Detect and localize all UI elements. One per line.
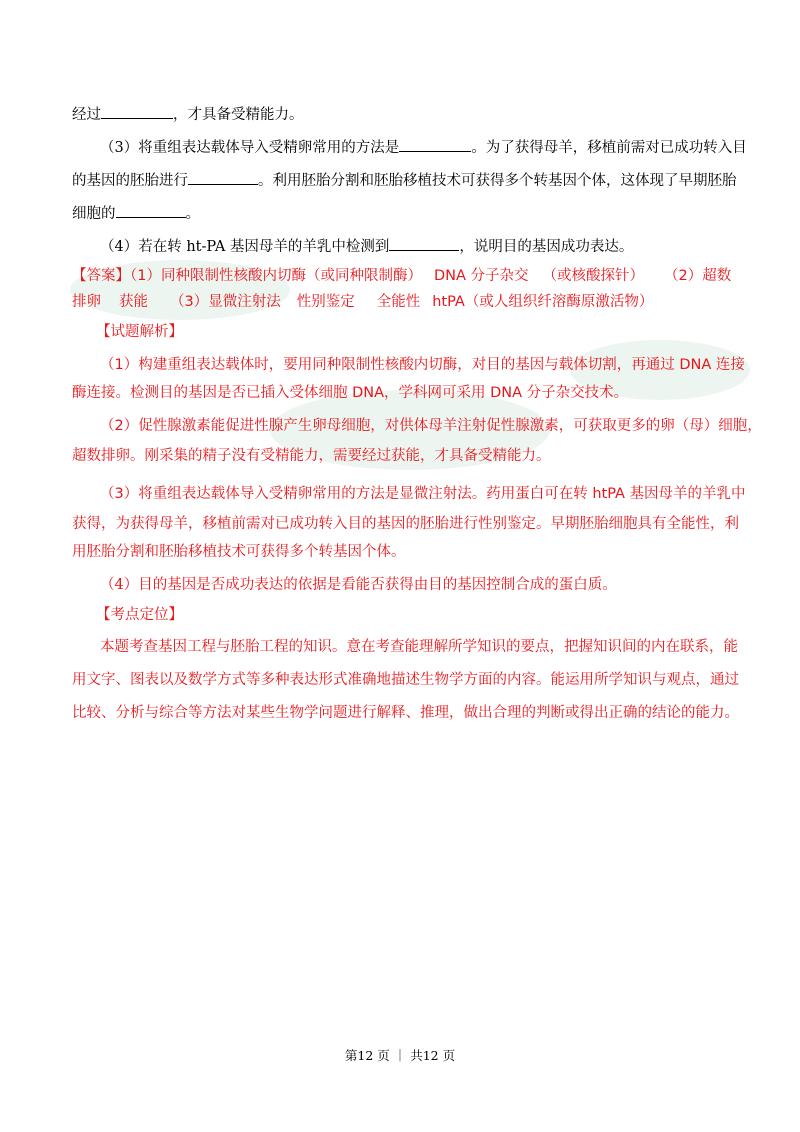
question-3-line-3: [72, 203, 732, 224]
answer-text: （2）超数: [664, 268, 732, 284]
answer-text: （1）同种限制性核酸内切酶（或同种限制酶）: [130, 268, 422, 284]
question-text: （3）将重组表达载体导入受精卵常用的方法是: [100, 140, 400, 156]
question-3-line-1: [100, 137, 747, 158]
kaodian-label: 【考点定位】: [96, 607, 183, 623]
question-3-line-2: [72, 170, 737, 191]
analysis-p1-line-1: （1）构建重组表达载体时，要用同种限制性核酸内切酶，对目的基因与载体切割，再通过 DNA 连接: [100, 357, 745, 373]
kaodian-line-3: 比较、分析与综合等方法对某些生物学问题进行解释、推理，做出合理的判断或得出正确的结论的能力。: [72, 705, 739, 721]
analysis-p2-line-1: （2）促性腺激素能促进性腺产生卵母细胞，对供体母羊注射促性腺激素，可获取更多的卵（母）细胞，: [100, 418, 762, 434]
kaodian-line-1: 本题考查基因工程与胚胎工程的知识。意在考查能理解所学知识的要点，把握知识间的内在联系，能: [100, 639, 738, 655]
answer-line-1: [72, 266, 732, 286]
question-text: 经过: [72, 107, 101, 123]
question-text: （4）若在转 ht-PA 基因母羊的羊乳中检测到: [100, 239, 390, 255]
answer-text: （3）显微注射法: [170, 294, 281, 310]
question-text: ，说明目的基因成功表达。: [459, 239, 634, 255]
answer-text: 全能性: [376, 294, 421, 310]
analysis-p3-line-2: 获得，为获得母羊，移植前需对已成功转入目的基因的胚胎进行性别鉴定。早期胚胎细胞具有全能性，利: [72, 516, 739, 532]
question-4-line: [100, 236, 732, 257]
answer-text: htPA（或人组织纤溶酶原激活物）: [432, 294, 654, 310]
analysis-p4: （4）目的基因是否成功表达的依据是看能否获得由目的基因控制合成的蛋白质。: [100, 577, 617, 593]
watermark-logo: [60, 250, 760, 510]
question-text: 。: [185, 206, 200, 222]
page-footer: 第12 页 ｜ 共12 页: [344, 1048, 456, 1063]
question-text: 。利用胚胎分割和胚胎移植技术可获得多个转基因个体，这体现了早期胚胎: [258, 173, 737, 189]
analysis-p3-line-3: 用胚胎分割和胚胎移植技术可获得多个转基因个体。: [72, 544, 406, 560]
answer-blank: [188, 170, 258, 185]
answer-blank: [399, 137, 471, 152]
kaodian-line-2: 用文字、图表以及数学方式等多种表达形式准确地描述生物学方面的内容。能运用所学知识与观点，通过: [72, 672, 739, 688]
answer-blank: [116, 203, 186, 218]
answer-text: 性别鉴定: [296, 294, 355, 310]
answer-text: 排卵: [72, 294, 101, 310]
answer-blank: [101, 104, 173, 119]
analysis-p3-line-1: （3）将重组表达载体导入受精卵常用的方法是显微注射法。药用蛋白可在转 htPA 基因母羊的羊乳中: [100, 486, 746, 502]
answer-text: DNA 分子杂交: [433, 268, 529, 284]
answer-line-2: [72, 292, 732, 312]
analysis-label: 【试题解析】: [96, 324, 183, 340]
question-line-1: [72, 104, 732, 125]
question-text: ，才具备受精能力。: [173, 107, 304, 123]
answer-text: 获能: [119, 294, 148, 310]
answer-label: 【答案】: [72, 268, 130, 284]
question-text: 的基因的胚胎进行: [72, 173, 188, 189]
answer-blank: [389, 236, 459, 251]
question-text: 细胞的: [72, 206, 116, 222]
question-text: 。为了获得母羊，移植前需对已成功转入目: [471, 140, 747, 156]
analysis-p2-line-2: 超数排卵。刚采集的精子没有受精能力，需要经过获能，才具备受精能力。: [72, 448, 551, 464]
answer-text: （或核酸探针）: [542, 268, 645, 284]
analysis-p1-line-2: 酶连接。检测目的基因是否已插入受体细胞 DNA，学科网可采用 DNA 分子杂交技术。: [72, 385, 629, 401]
